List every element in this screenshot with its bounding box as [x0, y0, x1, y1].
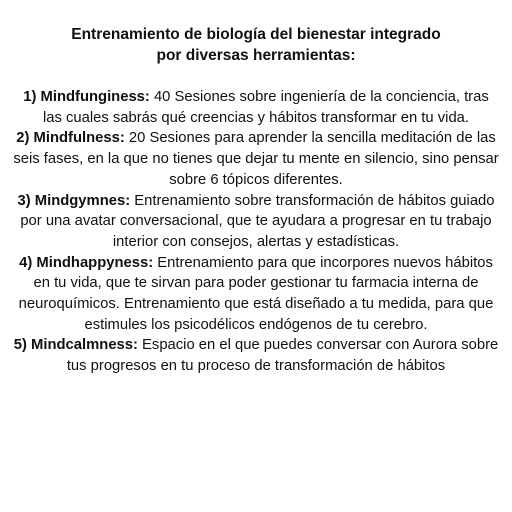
list-item-mindfunginess: [12, 87, 500, 128]
title-line-1: Entrenamiento de biología del bienestar integrado: [71, 26, 441, 43]
tools-list: [12, 87, 500, 377]
item-label: 2) Mindfulness:: [16, 130, 125, 147]
item-text: Entrenamiento sobre transformación de hábitos guiado por una avatar conversacional, que te ayudara a progresar en tu trabajo interior con consejos, alertas y estadísticas.: [20, 192, 495, 250]
list-item-mindgymnes: [12, 191, 500, 253]
title-line-2: por diversas herramientas:: [156, 47, 356, 64]
item-label: 5) Mindcalmness:: [13, 337, 138, 354]
item-label: 4) Mindhappyness:: [19, 254, 154, 271]
document-title: [12, 24, 500, 66]
item-label: 1) Mindfunginess:: [23, 89, 150, 105]
list-item-mindcalmness: [12, 335, 500, 376]
item-text: 40 Sesiones sobre ingeniería de la conciencia, tras las cuales sabrás qué creencias y hábitos transformar en tu vida.: [42, 89, 489, 126]
item-text: 20 Sesiones para aprender la sencilla meditación de las seis fases, en la que no tienes que dejar tu mente en silencio, sino pensar sobre 6 tópicos diferentes.: [13, 130, 499, 188]
item-text: Entrenamiento para que incorpores nuevos hábitos en tu vida, que te sirvan para poder gestionar tu farmacia interna de neuroquímicos. Entrenamiento que está diseñado a tu medida, para que estimules los psicodélicos endógenos de tu cerebro.: [18, 254, 494, 333]
list-item-mindhappyness: [12, 253, 500, 336]
title-spacer: [12, 66, 500, 87]
list-item-mindfulness: [12, 128, 500, 190]
item-label: 3) Mindgymnes:: [17, 192, 131, 209]
item-text: Espacio en el que puedes conversar con Aurora sobre tus progresos en tu proceso de transformación de hábitos: [66, 337, 499, 375]
